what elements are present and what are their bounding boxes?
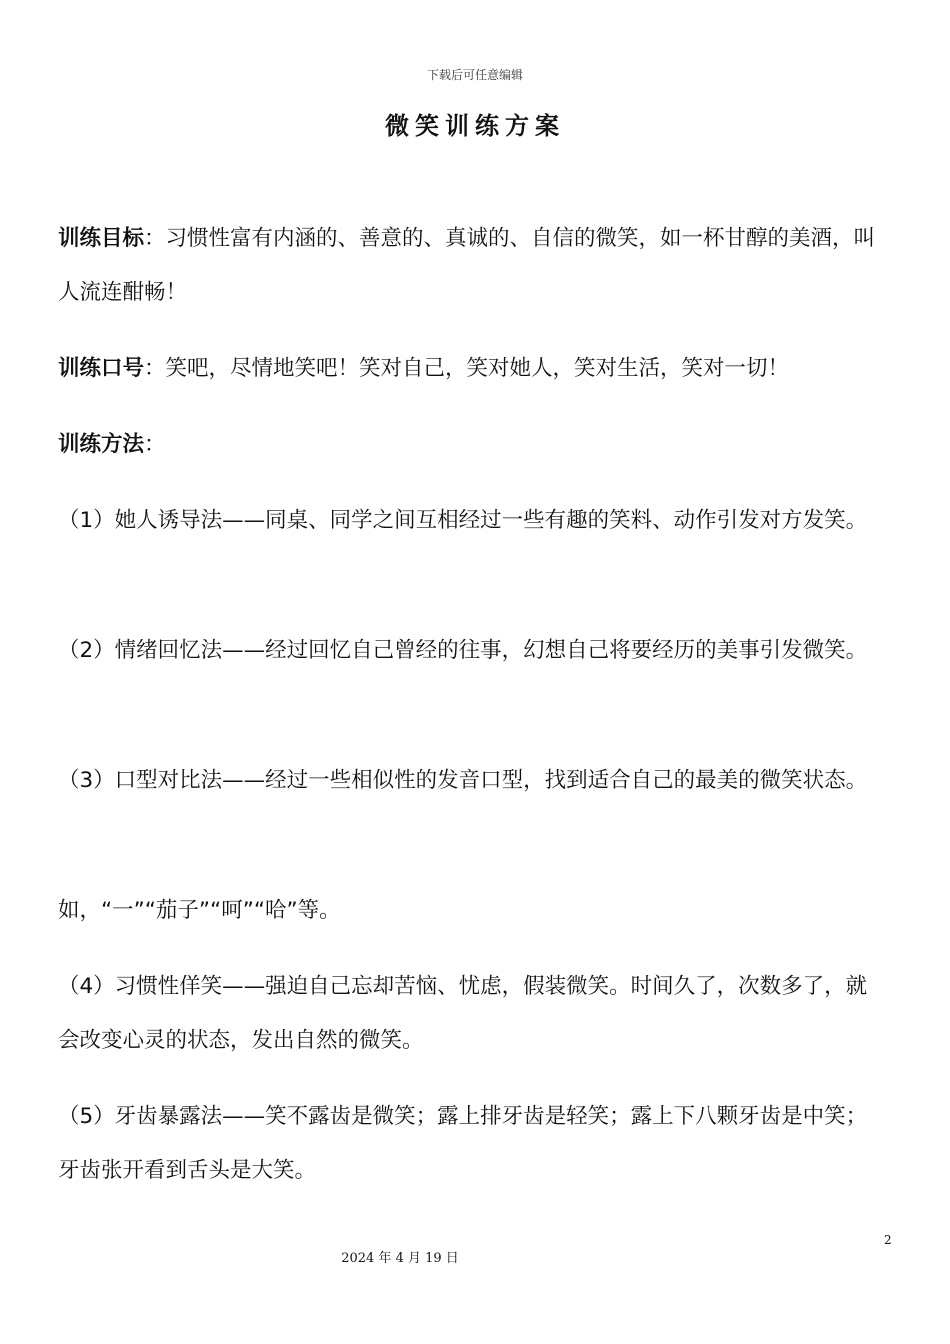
method-item-1: （1）她人诱导法——同桌、同学之间互相经过一些有趣的笑料、动作引发对方发笑。	[58, 508, 868, 533]
method-item-4: （4）习惯性佯笑——强迫自己忘却苦恼、忧虑，假装微笑。时间久了，次数多了，就会改变心灵的状态，发出自然的微笑。	[58, 974, 868, 1053]
method-item-2: （2）情绪回忆法——经过回忆自己曾经的往事，幻想自己将要经历的美事引发微笑。	[58, 638, 868, 663]
training-goal-separator: ：	[144, 226, 166, 251]
header-note: 下载后可任意编辑	[426, 68, 523, 82]
training-goal-label: 训练目标	[58, 226, 145, 251]
method-item-3: （3）口型对比法——经过一些相似性的发音口型，找到适合自己的最美的微笑状态。	[58, 768, 868, 793]
training-slogan-label: 训练口号	[58, 356, 145, 381]
page-title: 微笑训练方案	[385, 112, 565, 140]
training-slogan-text: 笑吧，尽情地笑吧！笑对自己，笑对她人，笑对生活，笑对一切！	[165, 356, 790, 381]
training-method-heading	[58, 418, 880, 472]
training-method-label: 训练方法	[58, 432, 145, 457]
footer-date: 2024 年 4 月 19 日	[341, 1251, 459, 1266]
training-method-separator: ：	[144, 432, 166, 457]
page-number: 2	[884, 1233, 892, 1247]
training-goal-text: 习惯性富有内涵的、善意的、真诚的、自信的微笑，如一杯甘醇的美酒，叫人流连酣畅！	[58, 226, 876, 305]
method-item-5: （5）牙齿暴露法——笑不露齿是微笑；露上排牙齿是轻笑；露上下八颗牙齿是中笑；牙齿张开看到舌头是大笑。	[58, 1104, 868, 1183]
training-slogan-separator: ：	[144, 356, 166, 381]
training-goal-paragraph	[58, 212, 880, 320]
method-item-3-example: 如，“一”“茄子”“呵”“哈”等。	[58, 898, 341, 923]
training-slogan-paragraph	[58, 342, 880, 396]
